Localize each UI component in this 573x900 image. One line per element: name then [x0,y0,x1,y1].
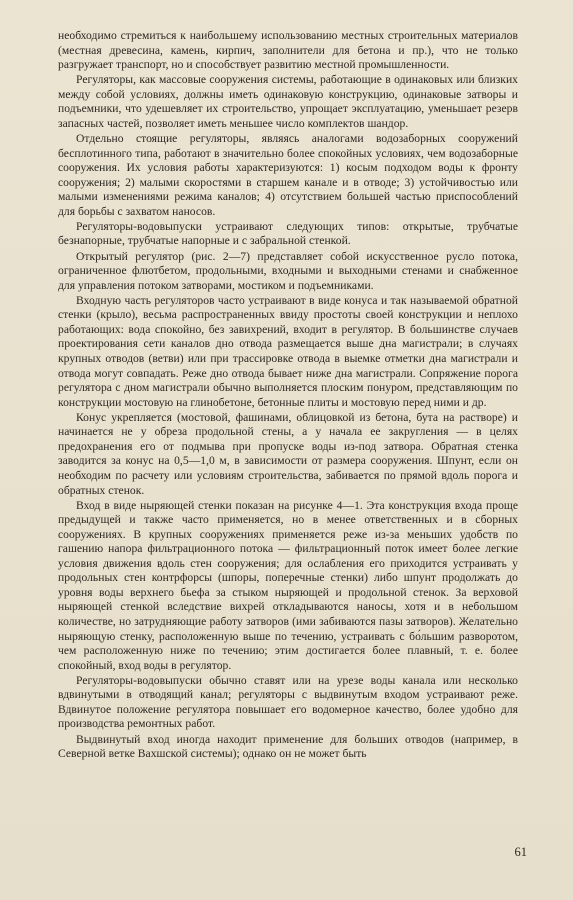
paragraph-4: Регуляторы-водовыпуски устраивают следующих типов: открытые, трубчатые безнапорные, трубчатые напорные и с забральной стенкой. [58,219,518,248]
paragraph-8: Вход в виде ныряющей стенки показан на рисунке 4—1. Эта конструкция входа проще предыдущей и также часто применяется, но в менее ответственных и в сборных сооружениях. В крупных сооружениях применяется реже из-за меньших удобств по гашению напора фильтрационного потока — фильтрационный поток имеет более легкие условия движения вдоль стен сооружения; для ослабления его приходится устраивать у продольных стен контрфорсы (шпоры, поперечные стенки) либо шпунт продолжать до уровня воды верхнего бьефа за стыком ныряющей и продольной стенок. За верховой ныряющей стенкой вследствие вихрей откладываются наносы, хотя и в небольшом количестве, но затрудняющие работу затворов (ими забиваются пазы затворов). Желательно ныряющую стенку, расположенную выше по течению, устраивать с бо́льшим разворотом, чем расположенную ниже по течению; этим достигается более плавный, т. е. более спокойный, вход воды в регулятор. [58,498,518,672]
page-number: 61 [514,845,527,859]
paragraph-5: Открытый регулятор (рис. 2—7) представляет собой искусственное русло потока, ограниченное флютбетом, продольными, входными и выходными стенами и снабженное для управления потоком затворами, мостиком и подъемниками. [58,249,518,292]
paragraph-2: Регуляторы, как массовые сооружения системы, работающие в одинаковых или близких между собой условиях, должны иметь одинаковую конструкцию, одинаковые затворы и подъемники, что удешевляет их строительство, упрощает эксплуатацию, уменьшает резерв запасных частей, позволяет иметь меньшее число комплектов шандор. [58,73,518,130]
paragraph-10: Выдвинутый вход иногда находит применение для больших отводов (например, в Северной ветке Вахшской системы); однако он не может быть [58,732,518,761]
paragraph-1: необходимо стремиться к наибольшему использованию местных строительных материалов (местная древесина, камень, кирпич, заполнители для бетона и пр.), что не только разгружает транспорт, но и способствует развитию местной промышленности. [58,29,518,72]
paragraph-6: Входную часть регуляторов часто устраивают в виде конуса и так называемой обратной стенки (крыло), весьма распространенных ввиду простоты своей конструкции и неплохо работающих: вода спокойно, без завихрений, входит в регулятор. В большинстве случаев проектирования сети каналов дно отвода размещается выше дна магистрали; в случаях крупных отводов (ветви) или при трассировке отвода в выемке отметки дна магистрали и отвода могут совпадать. Реже дно отвода бывает ниже дна магистрали. Сопряжение порога регулятора с дном магистрали обычно выполняется плоским понуром, представляющим по конструкции мостовую на глинобетоне, бетонные плиты и мостовую перед ними и др. [58,293,518,409]
paragraph-7: Конус укрепляется (мостовой, фашинами, облицовкой из бетона, бута на растворе) и начинается не у обреза продольной стены, а у начала ее закругления — в целях предохранения его от подмыва при пропуске воды из-под затвора. Обратная стенка заводится за конус на 0,5—1,0 м, в зависимости от размера сооружения. Шпунт, если он необходим по расчету или условиям строительства, забивается по прямой вдоль порога и обратных стенок. [58,410,518,497]
paragraph-9: Регуляторы-водовыпуски обычно ставят или на урезе воды канала или несколько вдвинутыми в отводящий канал; регуляторы с выдвинутым входом устраивают реже. Вдвинутое положение регулятора повышает его водомерное качество, более удобно для производства ремонтных работ. [58,673,518,731]
paragraph-3: Отдельно стоящие регуляторы, являясь аналогами водозаборных сооружений бесплотинного типа, работают в значительно более спокойных условиях, чем водозаборные сооружения. Их условия работы характеризуются: 1) косым подходом воды к фронту сооружения; 2) малыми скоростями в старшем канале и в отводе; 3) устойчивостью или малыми изменениями режима каналов; 4) отсутствием большей частью приспособлений для борьбы с захватом наносов. [58,132,518,218]
page-text-body [58,29,518,762]
